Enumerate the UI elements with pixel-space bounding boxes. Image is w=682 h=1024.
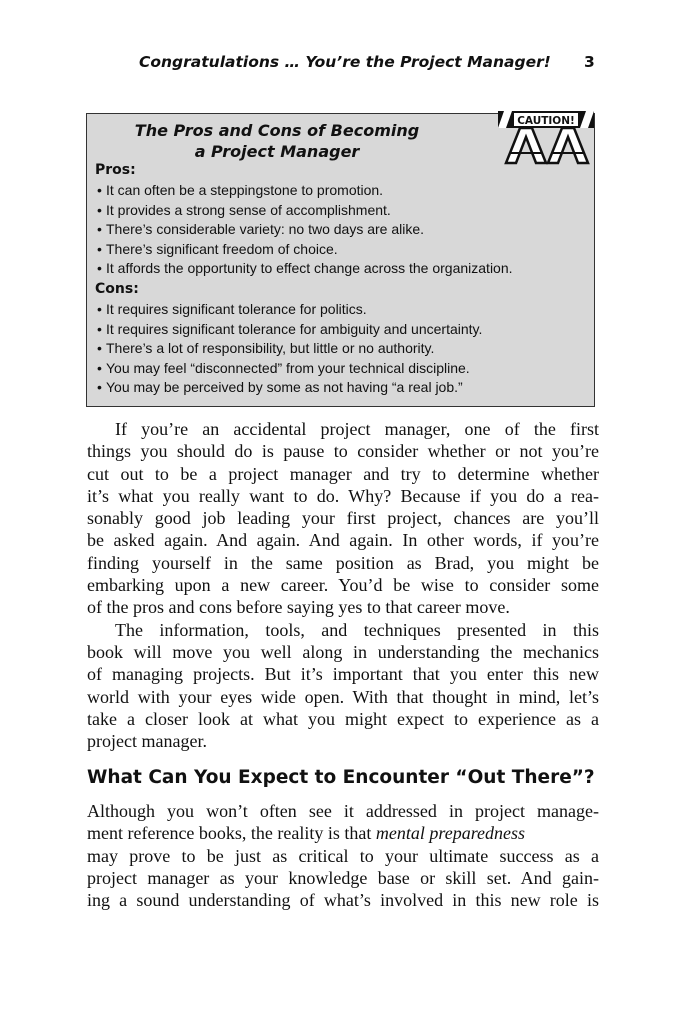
section-heading: What Can You Expect to Encounter “Out There”? [87, 767, 595, 788]
pros-list [97, 181, 513, 279]
text-line: embarking upon a new career. You’d be wise to consider some [87, 575, 599, 596]
text-line: Although you won’t often see it addressed in project manage- [87, 801, 599, 821]
cons-heading: Cons: [95, 281, 139, 297]
text-line: of the pros and cons before saying yes to that career move. [87, 597, 510, 618]
text-line: may prove to be just as critical to your ultimate success as a [87, 845, 599, 866]
list-item: • It requires significant tolerance for politics. [97, 301, 367, 317]
list-item: • It provides a strong sense of accomplishment. [97, 201, 391, 218]
text-line: project manager as your knowledge base or skill set. And gain- [87, 867, 599, 888]
list-item: • There’s considerable variety: no two days are alike. [97, 221, 425, 238]
text-line: sonably good job leading your first project, chances are you’ll [87, 508, 599, 529]
text-line: ment reference books, the reality is that mental preparedness [87, 823, 526, 844]
caution-label: CAUTION! [517, 115, 575, 127]
text-line: If you’re an accidental project manager, one of the first [115, 419, 599, 439]
list-item: • You may feel “disconnected” from your technical discipline. [97, 359, 470, 376]
list-item: • It can often be a steppingstone to promotion. [97, 182, 384, 198]
text-line: take a closer look at what you might expect to experience as a [87, 708, 599, 729]
sidebar-title [87, 120, 467, 162]
text-line: finding yourself in the same position as Brad, you might be [87, 552, 599, 573]
running-header [0, 53, 682, 77]
page-number: 3 [584, 53, 595, 71]
text-line: book will move you well along in understanding the mechanics [87, 641, 599, 662]
text-line: The information, tools, and techniques presented in this [115, 619, 599, 640]
pros-heading: Pros: [95, 162, 136, 178]
text-line: be asked again. And again. And again. In other words, if you’re [87, 530, 599, 551]
text-line: things you should do is pause to consider whether or not you’re [87, 441, 599, 462]
caution-icon [496, 111, 594, 165]
running-title: Congratulations … You’re the Project Manager! [139, 53, 551, 71]
cons-list [97, 300, 482, 398]
text-line: world with your eyes wide open. With that thought in mind, let’s [87, 686, 599, 707]
text-line: project manager. [87, 731, 207, 752]
text-line: of managing projects. But it’s important that you enter this new [87, 664, 599, 685]
list-item: • It requires significant tolerance for ambiguity and uncertainty. [97, 320, 483, 337]
text-line: it’s what you really want to do. Why? Because if you do a rea- [87, 485, 599, 506]
list-item: • You may be perceived by some as not having “a real job.” [97, 379, 463, 396]
list-item: • There’s a lot of responsibility, but little or no authority. [97, 340, 435, 357]
emphasis-text: mental preparedness [375, 823, 526, 844]
pros-cons-sidebar [86, 113, 595, 407]
body-paragraph-3 [87, 800, 599, 911]
list-item: • There’s significant freedom of choice. [97, 240, 338, 257]
text-line: ing a sound understanding of what’s involved in this new role is [87, 890, 599, 911]
sidebar-title-line: a Project Manager [194, 142, 360, 161]
body-paragraph-1 [87, 418, 599, 752]
sidebar-title-line: The Pros and Cons of Becoming [134, 121, 420, 140]
list-item: • It affords the opportunity to effect change across the organization. [97, 260, 513, 277]
text-line: cut out to be a project manager and try to determine whether [87, 463, 599, 484]
